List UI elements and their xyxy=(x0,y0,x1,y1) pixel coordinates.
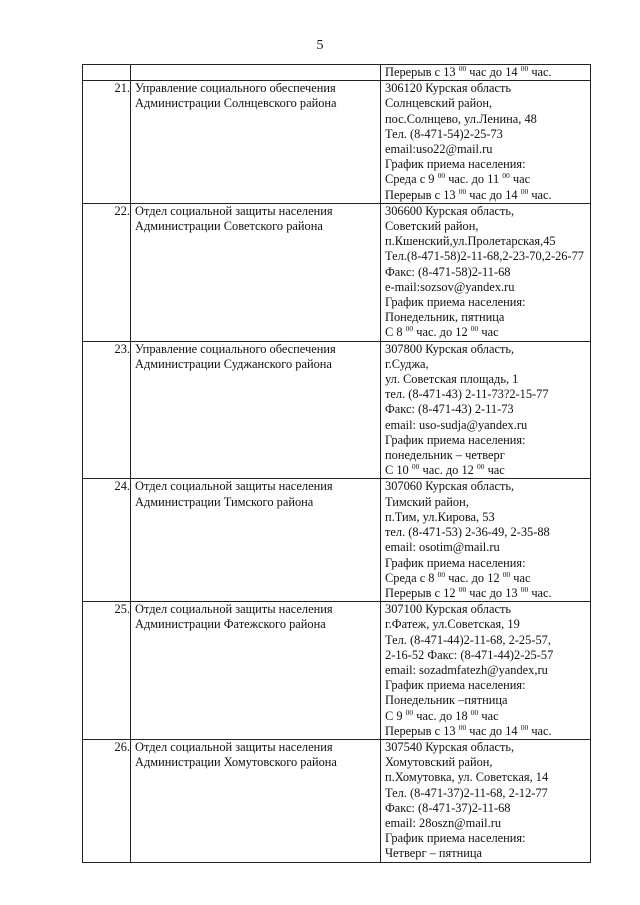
time-minutes-superscript: 00 xyxy=(458,585,467,594)
contact-text: С 8 xyxy=(385,325,406,340)
office-name-line: Администрации Суджанского района xyxy=(135,356,332,371)
contact-line xyxy=(385,510,590,525)
office-name-line: Управление социального обеспечения xyxy=(135,341,336,356)
time-minutes-superscript: 00 xyxy=(458,65,467,73)
contact-line xyxy=(385,280,590,295)
contact-cell xyxy=(381,602,591,740)
contact-cell xyxy=(381,739,591,862)
time-minutes-superscript: 00 xyxy=(458,187,467,196)
row-number: 26. xyxy=(83,739,131,862)
contact-text: Тел.(8-471-58)2-11-68,2-23-70,2-26-77 xyxy=(385,249,584,264)
contact-line xyxy=(385,96,590,111)
contact-line xyxy=(385,234,590,249)
contact-line xyxy=(385,571,590,586)
contact-text: График приема населения: xyxy=(385,555,526,570)
contact-text: час. до 12 xyxy=(413,325,471,340)
contact-text: С 10 xyxy=(385,463,412,478)
time-minutes-superscript: 00 xyxy=(470,708,479,717)
contact-line xyxy=(385,786,590,801)
contact-line xyxy=(385,325,590,340)
office-name-cell xyxy=(131,602,381,740)
contact-text: email: sozadmfatezh@yandex,ru xyxy=(385,662,548,677)
row-number: 24. xyxy=(83,479,131,602)
contact-text: График приема населения: xyxy=(385,295,526,310)
contact-line xyxy=(385,342,590,357)
contact-text: Перерыв с 13 xyxy=(385,65,459,79)
contact-line xyxy=(385,479,590,494)
contact-line xyxy=(385,142,590,157)
contact-line xyxy=(385,678,590,693)
contact-text: Факс: (8-471-43) 2-11-73 xyxy=(385,402,514,417)
contact-text: пос.Солнцево, ул.Ленина, 48 xyxy=(385,111,537,126)
contact-line xyxy=(385,801,590,816)
contact-text: тел. (8-471-53) 2-36-49, 2-35-88 xyxy=(385,525,550,540)
contact-text: 306600 Курская область, xyxy=(385,203,515,218)
contact-text: г.Суджа, xyxy=(385,356,429,371)
contact-text: email: uso-sudja@yandex.ru xyxy=(385,417,528,432)
contact-text: час. xyxy=(528,65,552,79)
contact-text: График приема населения: xyxy=(385,831,526,846)
contact-line xyxy=(385,65,590,80)
contact-line xyxy=(385,204,590,219)
time-minutes-superscript: 00 xyxy=(437,570,446,579)
contact-text: С 9 xyxy=(385,708,406,723)
contact-line xyxy=(385,295,590,310)
contact-text: Советский район, xyxy=(385,219,479,234)
contact-text: Среда с 8 xyxy=(385,570,438,585)
contact-line xyxy=(385,372,590,387)
office-row xyxy=(83,479,591,602)
contact-line xyxy=(385,387,590,402)
contact-line xyxy=(385,172,590,187)
contact-line xyxy=(385,648,590,663)
contact-line xyxy=(385,157,590,172)
office-row xyxy=(83,203,591,341)
contact-text: час. xyxy=(528,723,552,738)
contact-line xyxy=(385,755,590,770)
time-minutes-superscript: 00 xyxy=(405,325,414,334)
contact-line xyxy=(385,586,590,601)
contact-text: Факс: (8-471-37)2-11-68 xyxy=(385,800,511,815)
contact-line xyxy=(385,770,590,785)
contact-text: Перерыв с 12 xyxy=(385,585,459,600)
contact-text: Тимский район, xyxy=(385,494,469,509)
contact-text: час xyxy=(509,172,531,187)
contact-cell xyxy=(381,81,591,204)
office-name-line: Отдел социальной защиты населения xyxy=(135,203,333,218)
contact-text: п.Хомутовка, ул. Советская, 14 xyxy=(385,770,549,785)
contact-line xyxy=(385,602,590,617)
contact-cell xyxy=(381,203,591,341)
office-row xyxy=(83,81,591,204)
contact-text: График приема населения: xyxy=(385,157,526,172)
contact-line xyxy=(385,402,590,417)
contact-text: Понедельник, пятница xyxy=(385,310,505,325)
time-minutes-superscript: 00 xyxy=(502,570,511,579)
contact-cell xyxy=(381,65,591,81)
contact-text: Перерыв с 13 xyxy=(385,723,459,738)
contact-line xyxy=(385,433,590,448)
contact-text: час. xyxy=(528,585,552,600)
contact-line xyxy=(385,310,590,325)
contact-text: Тел. (8-471-37)2-11-68, 2-12-77 xyxy=(385,785,548,800)
office-name-line: Администрации Тимского района xyxy=(135,494,314,509)
contact-line xyxy=(385,540,590,555)
office-name-cell xyxy=(131,81,381,204)
row-number: 21. xyxy=(83,81,131,204)
office-name-line: Отдел социальной защиты населения xyxy=(135,602,333,617)
office-name-cell xyxy=(131,65,381,81)
contact-text: час. до 18 xyxy=(413,708,471,723)
contact-text: п.Тим, ул.Кирова, 53 xyxy=(385,509,495,524)
contact-text: час до 13 xyxy=(466,585,521,600)
contact-text: Солнцевский район, xyxy=(385,96,493,111)
office-name-cell xyxy=(131,203,381,341)
contact-text: 307060 Курская область, xyxy=(385,479,515,494)
contact-text: email:uso22@mail.ru xyxy=(385,142,493,157)
time-minutes-superscript: 00 xyxy=(470,325,479,334)
contact-line xyxy=(385,495,590,510)
contact-text: 307540 Курская область, xyxy=(385,739,515,754)
contact-text: Хомутовский район, xyxy=(385,755,493,770)
contact-cell xyxy=(381,341,591,479)
contact-text: 2-16-52 Факс: (8-471-44)2-25-57 xyxy=(385,647,554,662)
contact-text: Тел. (8-471-54)2-25-73 xyxy=(385,126,503,141)
contact-line xyxy=(385,127,590,142)
contact-text: email: osotim@mail.ru xyxy=(385,540,500,555)
contact-text: 307800 Курская область, xyxy=(385,341,515,356)
contact-line xyxy=(385,556,590,571)
contact-line xyxy=(385,112,590,127)
contact-line xyxy=(385,188,590,203)
contact-text: час xyxy=(478,325,499,340)
contact-text: час. xyxy=(528,187,552,202)
time-minutes-superscript: 00 xyxy=(520,585,529,594)
contact-text: Тел. (8-471-44)2-11-68, 2-25-57, xyxy=(385,632,551,647)
office-name-cell xyxy=(131,341,381,479)
row-number: 23. xyxy=(83,341,131,479)
contact-line xyxy=(385,693,590,708)
contact-text: час. до 11 xyxy=(445,172,503,187)
contact-text: час xyxy=(484,463,505,478)
office-name-line: Отдел социальной защиты населения xyxy=(135,479,333,494)
contact-text: Факс: (8-471-58)2-11-68 xyxy=(385,264,511,279)
contact-text: тел. (8-471-43) 2-11-73?2-15-77 xyxy=(385,387,549,402)
contact-line xyxy=(385,831,590,846)
contact-line xyxy=(385,249,590,264)
contact-text: 307100 Курская область xyxy=(385,602,512,617)
continuation-row xyxy=(83,65,591,81)
office-name-cell xyxy=(131,739,381,862)
office-name-line: Администрации Солнцевского района xyxy=(135,96,337,111)
contact-line xyxy=(385,846,590,861)
contact-text: Среда с 9 xyxy=(385,172,438,187)
contact-line xyxy=(385,265,590,280)
office-name-line: Администрации Советского района xyxy=(135,219,323,234)
contact-text: e-mail:sozsov@yandex.ru xyxy=(385,279,515,294)
contact-text: г.Фатеж, ул.Советская, 19 xyxy=(385,617,520,632)
contact-line xyxy=(385,448,590,463)
time-minutes-superscript: 00 xyxy=(458,723,467,732)
row-number-cell xyxy=(83,65,131,81)
offices-table xyxy=(82,64,591,863)
time-minutes-superscript: 00 xyxy=(502,172,510,181)
time-minutes-superscript: 00 xyxy=(405,708,414,717)
contact-text: час xyxy=(510,570,531,585)
contact-text: час. до 12 xyxy=(419,463,477,478)
contact-text: Перерыв с 13 xyxy=(385,187,459,202)
contact-line xyxy=(385,219,590,234)
contact-text: Четверг – пятница xyxy=(385,846,483,861)
contact-text: час. до 12 xyxy=(445,570,503,585)
office-name-line: Управление социального обеспечения xyxy=(135,81,336,96)
contact-text: email: 28oszn@mail.ru xyxy=(385,815,502,830)
office-name-cell xyxy=(131,479,381,602)
contact-line xyxy=(385,617,590,632)
contact-line xyxy=(385,740,590,755)
contact-text: понедельник – четверг xyxy=(385,448,505,463)
contact-text: 306120 Курская область xyxy=(385,81,512,96)
time-minutes-superscript: 00 xyxy=(437,172,446,181)
office-row xyxy=(83,602,591,740)
contact-line xyxy=(385,357,590,372)
time-minutes-superscript: 00 xyxy=(476,463,485,472)
office-row xyxy=(83,341,591,479)
time-minutes-superscript: 00 xyxy=(411,463,420,472)
contact-line xyxy=(385,633,590,648)
contact-text: час до 14 xyxy=(466,723,521,738)
contact-text: График приема населения: xyxy=(385,432,526,447)
contact-line xyxy=(385,724,590,739)
contact-line xyxy=(385,709,590,724)
contact-cell xyxy=(381,479,591,602)
time-minutes-superscript: 00 xyxy=(520,723,529,732)
contact-text: п.Кшенский,ул.Пролетарская,45 xyxy=(385,234,556,249)
office-name-line: Администрации Хомутовского района xyxy=(135,755,337,770)
row-number: 22. xyxy=(83,203,131,341)
contact-text: График приема населения: xyxy=(385,678,526,693)
time-minutes-superscript: 00 xyxy=(520,65,529,73)
contact-line xyxy=(385,418,590,433)
page-number: 5 xyxy=(316,38,324,53)
contact-line xyxy=(385,463,590,478)
contact-line xyxy=(385,525,590,540)
office-name-line: Отдел социальной защиты населения xyxy=(135,739,333,754)
contact-text: Понедельник –пятница xyxy=(385,693,508,708)
time-minutes-superscript: 00 xyxy=(520,187,529,196)
contact-text: час до 14 xyxy=(466,65,521,79)
office-name-line: Администрации Фатежского района xyxy=(135,617,326,632)
contact-text: час до 14 xyxy=(466,187,521,202)
row-number: 25. xyxy=(83,602,131,740)
contact-line xyxy=(385,663,590,678)
contact-line xyxy=(385,81,590,96)
contact-text: ул. Советская площадь, 1 xyxy=(385,372,519,387)
contact-line xyxy=(385,816,590,831)
office-row xyxy=(83,739,591,862)
contact-text: час xyxy=(478,708,499,723)
